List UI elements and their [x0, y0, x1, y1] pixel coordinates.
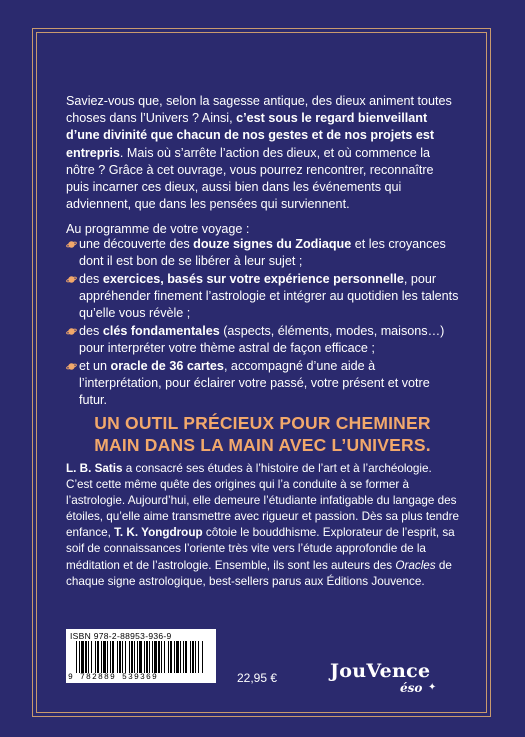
barcode-bar: [170, 641, 172, 673]
barcode-bar: [122, 641, 123, 673]
item-pre: une découverte des: [79, 237, 194, 251]
barcode-bar: [129, 641, 130, 673]
barcode-bar: [183, 641, 184, 673]
item-pre: des: [79, 324, 103, 338]
item-bold: douze signes du Zodiaque: [193, 237, 352, 251]
intro-bold: c’est sous le regard bienveillant d’une divinité que chacun de nos gestes et de nos projets est entrepris: [66, 111, 435, 160]
barcode-bar: [119, 641, 121, 673]
barcode-bar: [185, 641, 187, 673]
barcode-bar: [149, 641, 150, 673]
isbn-label: ISBN 978-2-88953-936-9: [70, 631, 172, 641]
barcode-bar: [101, 641, 102, 673]
barcode-bar: [161, 641, 162, 673]
item-pre: des: [79, 272, 103, 286]
logo-sub-text: éso: [400, 681, 423, 695]
barcode-bar: [103, 641, 106, 673]
headline-line-2: MAIN DANS LA MAIN AVEC L’UNIVERS.: [94, 435, 431, 455]
barcode-bar: [144, 641, 145, 673]
barcode-bar: [174, 641, 175, 673]
intro-text-1: Saviez-vous que, selon la sagesse antique, des dieux animent toutes choses dans l’Univers ? Ainsi,: [66, 94, 452, 126]
programme-list: [66, 236, 461, 410]
intro-text-2: . Mais où s’arrête l’action des dieux, et où commence la nôtre ? Grâce à cet ouvrage, vous pourrez rencontrer, reconnaître puis incarner ces dieux, aussi bien dans les événements qui adviennent, que dans les pensées qui surviennent.: [66, 145, 434, 212]
bio-text-1: a consacré ses études à l’histoire de l’art et à l’archéologie. C’est cette même quête des origines qui l’a conduite à se former à l’astrologie. Aujourd’hui, elle demeure l’étudiante infatigable du langage des étoiles, qu’elle aime transmettre avec rigueur et passion. Dès sa plus tendre enfance,: [66, 462, 460, 540]
planet-bullet-icon: [66, 361, 77, 372]
item-bold: clés fondamentales: [102, 324, 220, 338]
item-post: et les croyances dont il est bon de se libérer à leur sujet ;: [79, 237, 446, 268]
price: 22,95 €: [237, 671, 278, 685]
barcode-bar: [110, 641, 111, 673]
sparkle-icon: ✦: [428, 682, 437, 693]
programme-title: Au programme de votre voyage :: [66, 222, 250, 236]
barcode-bar: [137, 641, 138, 673]
barcode-bar: [154, 641, 157, 673]
barcode-bar: [88, 641, 89, 673]
barcode-bars: [76, 641, 206, 673]
barcode-bar: [190, 641, 191, 673]
bio-text-2: côtoie le bouddhisme. Explorateur de l’esprit, sa soif de connaissances l’oriente très vite vers l’étude approfondie de la méditation et de l’astrologie. Ensemble, ils sont les auteurs des: [66, 526, 455, 572]
list-item: [66, 358, 461, 409]
barcode-bar: [97, 641, 99, 673]
isbn-barcode: [66, 629, 216, 683]
barcode-bar: [125, 641, 126, 673]
barcode-bar: [81, 641, 84, 673]
barcode-bar: [192, 641, 194, 673]
barcode-bar: [198, 641, 199, 673]
planet-bullet-icon: [66, 326, 77, 337]
barcode-bar: [146, 641, 148, 673]
list-item: [66, 323, 461, 357]
barcode-bar: [202, 641, 203, 673]
author-name-1: L. B. Satis: [66, 462, 123, 475]
barcode-bar: [195, 641, 196, 673]
barcode-bar: [131, 641, 133, 673]
barcode-bar: [107, 641, 108, 673]
author-name-2: T. K. Yongdroup: [114, 526, 203, 540]
item-post: , pour appréhender finement l’astrologie et intégrer au quotidien les talents qu’elle vous révèle ;: [79, 272, 459, 320]
item-bold: exercices, basés sur votre expérience personnelle: [102, 272, 404, 286]
barcode-bar: [139, 641, 142, 673]
list-item: [66, 271, 461, 322]
barcode-bar: [176, 641, 179, 673]
barcode-bar: [134, 641, 135, 673]
barcode-bar: [76, 641, 77, 673]
barcode-bar: [164, 641, 165, 673]
barcode-bar: [79, 641, 80, 673]
barcode-bar: [180, 641, 181, 673]
item-pre: et un: [79, 359, 111, 373]
logo-main-text: JouVence: [330, 660, 431, 682]
planet-bullet-icon: [66, 274, 77, 285]
barcode-bar: [112, 641, 114, 673]
intro-paragraph: [66, 93, 458, 213]
publisher-logo: [330, 660, 440, 698]
barcode-bar: [168, 641, 169, 673]
barcode-bar: [158, 641, 160, 673]
bio-text-3: de chaque signe astrologique, best-sellers parus aux Éditions Jouvence.: [66, 558, 452, 588]
list-item: [66, 236, 461, 270]
headline: [50, 412, 475, 456]
author-bio: [66, 461, 461, 590]
item-post: , accompagné d’une aide à l’interprétation, pour éclairer votre passé, votre présent et votre futur.: [79, 359, 430, 407]
barcode-bar: [95, 641, 96, 673]
barcode-bar: [91, 641, 92, 673]
barcode-bar: [152, 641, 153, 673]
barcode-bar: [117, 641, 118, 673]
barcode-digits: 9 782889 539369: [68, 673, 159, 682]
item-bold: oracle de 36 cartes: [110, 359, 224, 373]
barcode-bar: [85, 641, 87, 673]
headline-line-1: UN OUTIL PRÉCIEUX POUR CHEMINER: [94, 413, 431, 433]
planet-bullet-icon: [66, 239, 77, 250]
item-post: (aspects, éléments, modes, maisons…) pour interpréter votre thème astral de façon efficace ;: [79, 324, 445, 355]
bio-italic: Oracles: [395, 558, 436, 572]
